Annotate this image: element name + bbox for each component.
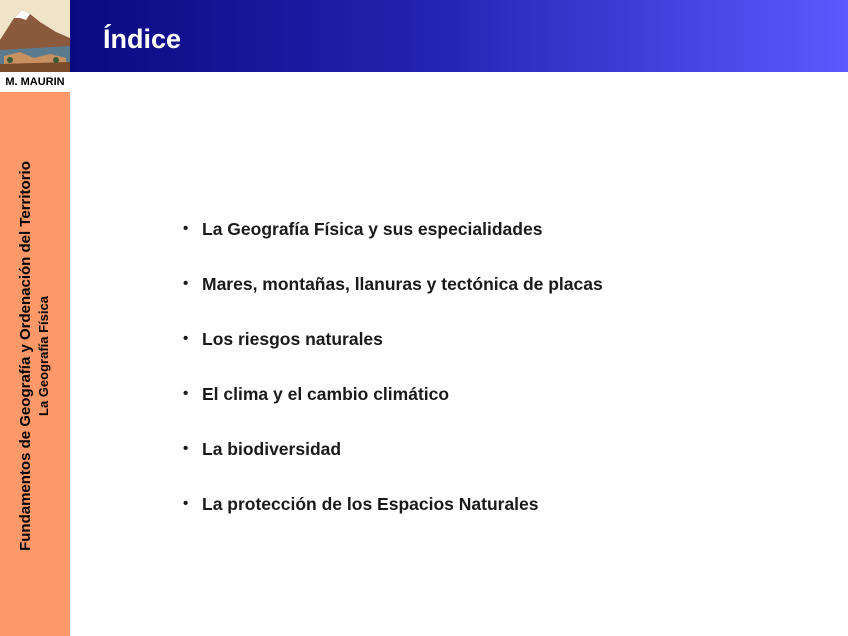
index-item-text: La biodiversidad (202, 439, 342, 459)
index-list-container (183, 217, 803, 547)
author-label: M. MAURIN (0, 72, 70, 92)
bullet-icon: • (183, 330, 189, 347)
sidebar (0, 0, 70, 636)
index-item (183, 217, 803, 272)
course-title: Fundamentos de Geografía y Ordenación del Territorio (17, 161, 34, 551)
index-item (183, 492, 803, 547)
index-item-text: Los riesgos naturales (202, 329, 383, 349)
bullet-icon: • (183, 495, 189, 512)
bullet-icon: • (183, 440, 189, 457)
index-item (183, 272, 803, 327)
index-item (183, 327, 803, 382)
index-item-text: La Geografía Física y sus especialidades (202, 219, 543, 239)
header-bar (70, 0, 848, 72)
index-item-text: Mares, montañas, llanuras y tectónica de placas (202, 274, 603, 294)
index-item-text: La protección de los Espacios Naturales (202, 494, 539, 514)
mountain-landscape-logo (0, 0, 70, 72)
index-list (183, 217, 803, 547)
index-item (183, 437, 803, 492)
course-title-vertical (17, 96, 53, 616)
bullet-icon: • (183, 275, 189, 292)
bullet-icon: • (183, 220, 189, 237)
subject-title: La Geografía Física (36, 296, 51, 416)
bullet-icon: • (183, 385, 189, 402)
page-title: Índice (103, 24, 182, 54)
index-item-text: El clima y el cambio climático (202, 384, 450, 404)
index-item (183, 382, 803, 437)
